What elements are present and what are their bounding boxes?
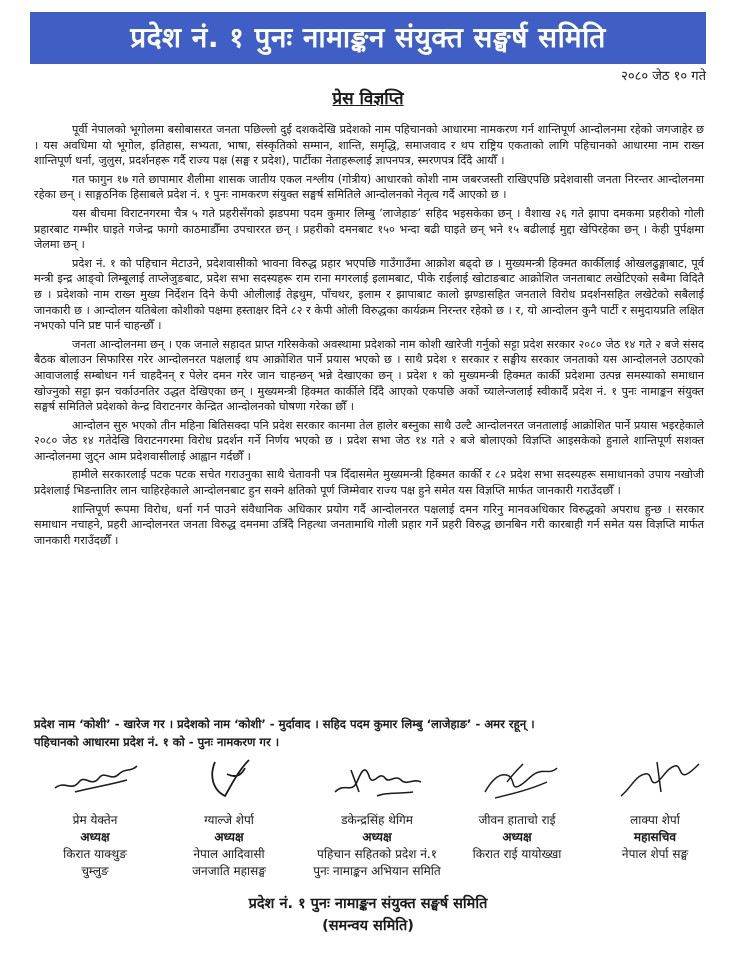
signatory-name: लाक्पा शेर्पा — [630, 813, 680, 827]
paragraph: गत फागुन १७ गते छापामार शैलीमा शासक जातीय एकल नश्लीय (गोत्रीय) आधारको कोशी नाम जबरजस्ती राखिएपछि प्रदेशवासी जनता निरन्तर आन्दोलनमा रहेका छन् । साङ्गठनिक हिसाबले प्रदेश नं. १ पुनः नामकरण संयुक्त सङ्घर्ष समितिले आन्दोलनको नेतृत्व गर्दै आएको छ । — [34, 172, 704, 202]
paragraph: प्रदेश नं. १ को पहिचान मेटाउने, प्रदेशवासीको भावना विरुद्ध प्रहार भएपछि गाउँगाउँमा आक्रोश बढ्दो छ । मुख्यमन्त्री हिक्मत कार्कीलाई ओखलढुङ्गाबाट, पूर्व मन्त्री इन्द्र आङ्वो लिम्बूलाई ताप्लेजुङबाट, प्रदेश सभा सदस्यहरू राम राना मगरलाई इलामबाट, पीके राईलाई खोटाङबाट आक्रोशित जनताबाट लखेटिएको सबैमा विदितै छ । प्रदेशको नाम राख्न मुख्य निर्देशन दिने केपी ओलीलाई तेह्रथुम, पाँचथर, इलाम र झापाबाट कालो झण्डासहित जनताले विरोध प्रदर्शनसहित लखेटेको सबैलाई जानकारी छ । आन्दोलन यतिबेला कोशीको पक्षमा हस्ताक्षर दिने ८२ र केपी ओली विरुद्धका कार्यक्रम निरन्तर रहेको छ । र, यो आन्दोलन कुनै पार्टी र समुदायप्रति लक्षित नभएको पनि प्रष्ट पार्न चाहन्छौँ । — [34, 256, 704, 333]
signatory-org: नेपाल आदिवासी — [193, 847, 265, 861]
release-body — [34, 122, 704, 551]
footer — [0, 893, 736, 937]
signatory-org: किरात याक्थुङ — [63, 847, 127, 861]
signature-mark — [467, 752, 567, 804]
signatory-org: पुनः नामाङ्कन अभियान समिति — [313, 864, 441, 878]
signatory-org: चुम्लुङ — [81, 864, 109, 878]
signatory-org: जनजाति महासङ्घ — [192, 864, 266, 878]
signatory-role: अध्यक्ष — [502, 830, 532, 844]
paragraph: पूर्वी नेपालको भूगोलमा बसोबासरत जनता पछिल्लो दुई दशकदेखि प्रदेशको नाम पहिचानको आधारमा नामकरण गर्न शान्तिपूर्ण आन्दोलनमा रहेको जगजाहेर छ । यस अवधिमा यो भूगोल, इतिहास, सभ्यता, भाषा, संस्कृतिको सम्मान, शान्ति, समृद्धि, समाजवाद र थप राष्ट्रिय एकताको लागि पहिचानको आधारमा नाम राख्न शान्तिपूर्ण धर्ना, जुलुस, प्रदर्शनहरू गर्दै राज्य पक्ष (सङ्घ र प्रदेश), पार्टीका नेताहरूलाई ज्ञापनपत्र, स्मरणपत्र दिँदै आयौँ । — [34, 123, 704, 168]
footer-subtitle: (समन्वय समिति) — [322, 918, 414, 934]
signature-mark — [45, 752, 145, 804]
header-banner — [30, 12, 706, 64]
signature-mark — [179, 752, 279, 804]
header-title: प्रदेश नं. १ पुनः नामाङ्कन संयुक्त सङ्घर्ष समिति — [130, 21, 606, 54]
slogan-line: प्रदेश नाम ‘कोशी’ - खारेज गर । प्रदेशको नाम ‘कोशी’ - मुर्दावाद । सहिद पदम कुमार लिम्बु ‘लाजेहाङ’ - अमर रहून् । — [34, 717, 535, 731]
signatory — [442, 752, 592, 863]
signatory-role: अध्यक्ष — [362, 830, 392, 844]
signature-mark — [327, 752, 427, 804]
release-date: २०८० जेठ १० गते — [621, 69, 706, 84]
signatory — [154, 752, 304, 880]
signatory-org: पहिचान सहितको प्रदेश नं.१ — [317, 847, 437, 861]
signatory-role: महासचिव — [633, 830, 677, 844]
signatory — [292, 752, 462, 880]
signatory-role: अध्यक्ष — [214, 830, 244, 844]
press-release-title: प्रेस विज्ञप्ति — [332, 89, 404, 109]
signature-mark — [605, 752, 705, 804]
signatory-name: ग्याल्जे शेर्पा — [204, 813, 254, 827]
paragraph: आन्दोलन सुरु भएको तीन महिना बितिसक्दा पनि प्रदेश सरकार कानमा तेल हालेर बस्नुका साथै उल्टै आन्दोलनरत जनतालाई आक्रोशित पार्ने प्रयास भइरहेकाले २०८० जेठ १४ गतेदेखि विराटनगरमा विरोध प्रदर्शन गर्ने निर्णय भएको छ । प्रदेश सभा जेठ १४ गते २ बजे बोलाएको विज्ञप्ति आइसकेको हुनाले शान्तिपूर्ण सशक्त आन्दोलनमा जुट्न आम प्रदेशवासीलाई आह्वान गर्दछौँ । — [34, 418, 704, 463]
paragraph: जनता आन्दोलनमा छन् । एक जनाले सहादत प्राप्त गरिसकेको अवस्थामा प्रदेशको नाम कोशी खारेजी गर्नुको सट्टा प्रदेश सरकार २०८० जेठ १४ गते २ बजे संसद बैठक बोलाउन सिफारिस गरेर आन्दोलनरत पक्षलाई थप आक्रोशित पार्ने प्रयास भएको छ । साथै प्रदेश १ सरकार र सङ्घीय सरकार जनताको यस आन्दोलनले उठाएको आवाजलाई सम्बोधन गर्न चाहदैनन् र पेलेर दमन गरेर जान चाहन्छन् भन्ने देखाएका छन् । प्रदेश १ को मुख्यमन्त्री हिक्मत कार्की प्रदेशमा उत्पन्न समस्याको समाधान खोज्नुको सट्टा झन चर्काउनतिर उद्धत देखिएका छन् । मुख्यमन्त्री हिक्मत कार्कीले दिँदै आएको एकपछि अर्को च्यालेन्जलाई स्वीकार्दै प्रदेश नं. १ पुनः नामाङ्कन संयुक्त सङ्घर्ष समितिले प्रदेशको केन्द्र विराटनगर केन्द्रित आन्दोलनको घोषणा गरेका छौँ । — [34, 337, 704, 414]
signatory — [20, 752, 170, 880]
signatory-role: अध्यक्ष — [80, 830, 110, 844]
paragraph: यस बीचमा विराटनगरमा चैत्र ५ गते प्रहरीसँगको झडपमा पदम कुमार लिम्बु ‘लाजेहाङ’ सहिद भइसकेका छन् । वैशाख २६ गते झापा दमकमा प्रहरीको गोली प्रहारबाट गम्भीर घाइते गजेन्द्र फागो काठमाडौँमा उपचाररत छन् । प्रहरीको दमनबाट १५० भन्दा बढी घाइते छन् भने १५ बढीलाई मुद्दा खेपिरहेका छन् । केही पुर्पक्षमा जेलमा छन् । — [34, 206, 704, 252]
signatory-org: नेपाल शेर्पा सङ्घ — [621, 847, 689, 861]
footer-committee-name: प्रदेश नं. १ पुनः नामाङ्कन संयुक्त सङ्घर्ष समिति — [248, 896, 488, 912]
paragraph: हामीले सरकारलाई पटक पटक सचेत गराउनुका साथै चेतावनी पत्र दिँदासमेत मुख्यमन्त्री हिक्मत कार्की र ८२ प्रदेश सभा सदस्यहरू समाधानको उपाय नखोजी प्रदेशलाई भिडन्तातिर लान चाहिरहेकाले आन्दोलनबाट हुन सक्ने क्षतिको पूर्ण जिम्मेवार राज्य पक्ष हुने समेत यस विज्ञप्ति मार्फत जानकारी गराउँदछौँ । — [34, 468, 704, 498]
signatories — [20, 752, 716, 892]
signatory-name: जीवन हाताचो राई — [478, 813, 556, 827]
signatory-org: किरात राई यायोख्खा — [472, 847, 562, 861]
slogans — [34, 715, 704, 751]
signatory — [580, 752, 730, 863]
slogan-line: पहिचानको आधारमा प्रदेश नं. १ को - पुनः नामकरण गर । — [34, 735, 280, 749]
signatory-name: प्रेम येक्तेन — [72, 813, 118, 827]
paragraph: शान्तिपूर्ण रूपमा विरोध, धर्ना गर्न पाउने संवैधानिक अधिकार प्रयोग गर्दै आन्दोलनरत पक्षलाई दमन गरिनु मानवअधिकार विरुद्धको अपराध हुन्छ । सरकार समाधान नचाहने, प्रहरी आन्दोलनरत जनता विरुद्ध दमनमा उत्रिँदै निहत्था जनतामाथि गोली प्रहार गर्ने प्रहरी विरुद्ध छानबिन गरी कारबाही गर्न समेत यस विज्ञप्ति मार्फत जानकारी गराउँदछौँ । — [34, 502, 704, 547]
signatory-name: डकेन्द्रसिंह थेगिम — [341, 813, 413, 827]
